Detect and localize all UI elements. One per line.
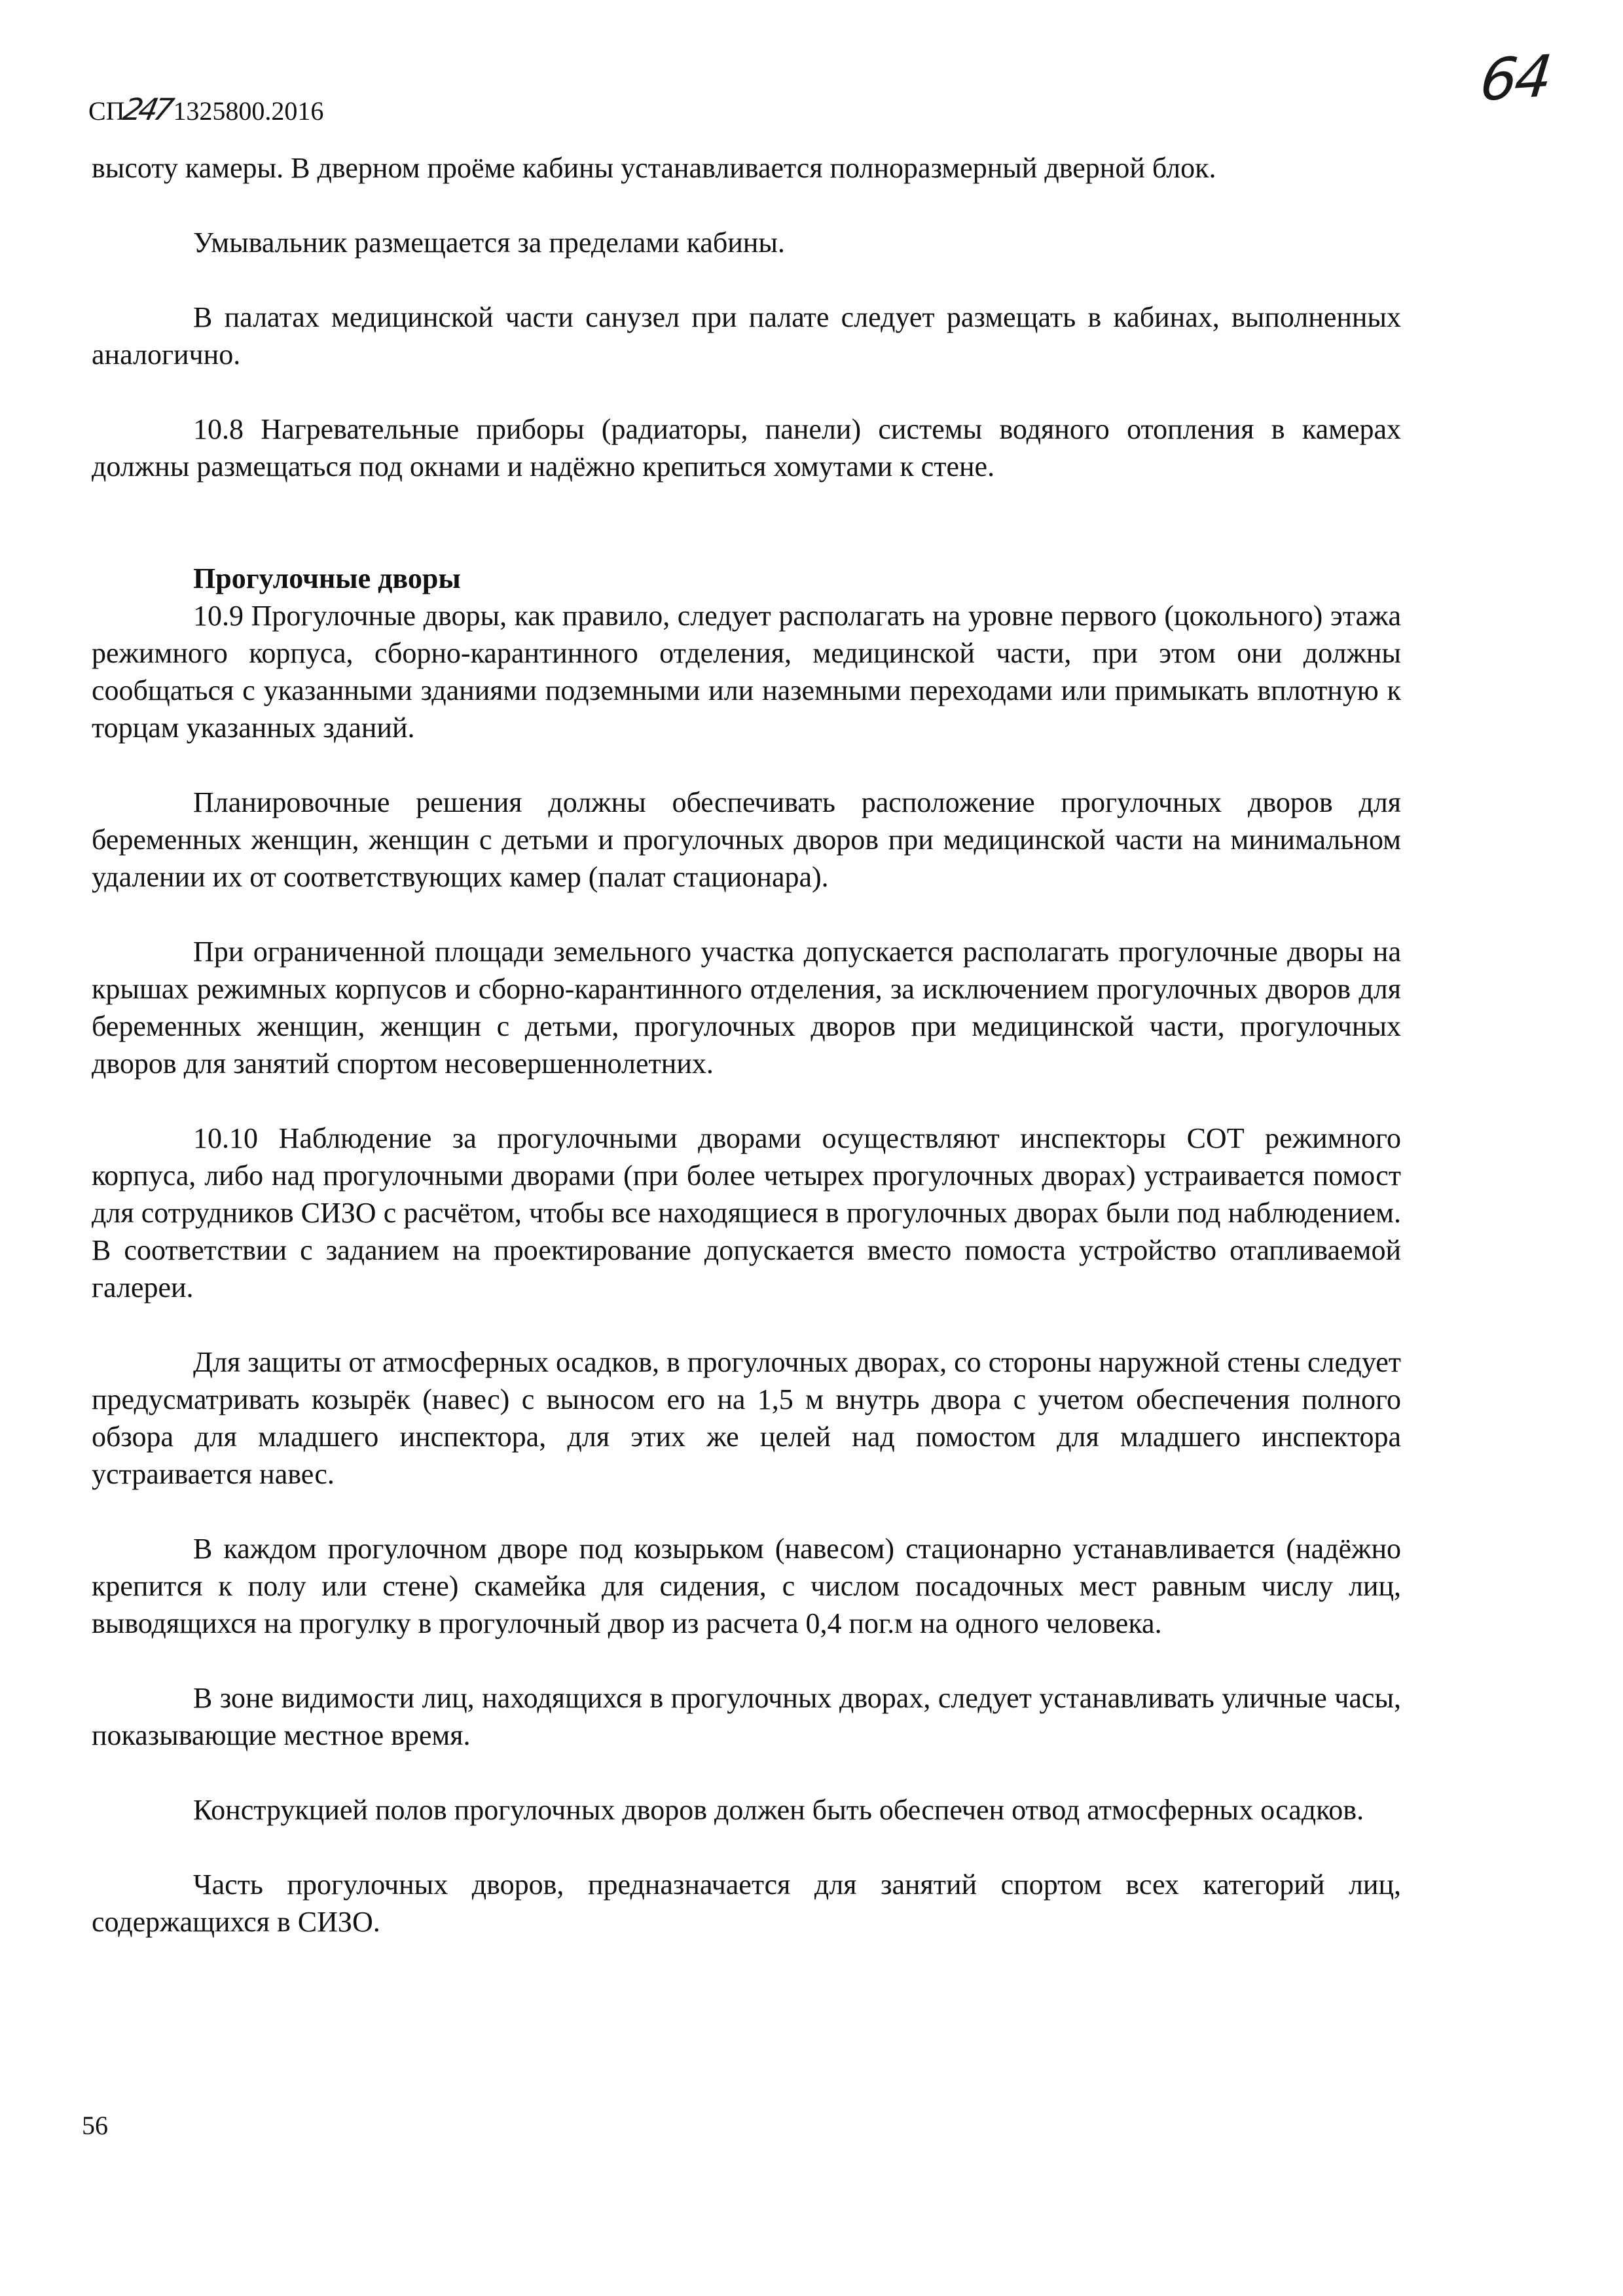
document-code-prefix: СП: [88, 96, 125, 126]
paragraph-ward-sanitary: В палатах медицинской части санузел при палате следует размещать в кабинах, выполненных аналогично.: [92, 301, 1401, 371]
paragraph-canopy: Для защиты от атмосферных осадков, в прогулочных дворах, со стороны наружной стены следует предусматривать козырёк (навес) с выносом его на 1,5 м внутрь двора с учетом обеспечения полного обзора для младшего инспектора, для этих же целей над помостом для младшего инспектора устраивается навес.: [92, 1346, 1401, 1490]
paragraph-floor-drainage: Конструкцией полов прогулочных дворов должен быть обеспечен отвод атмосферных осадков.: [193, 1794, 1364, 1826]
page-number: 56: [82, 2111, 108, 2140]
paragraph-continuation: высоту камеры. В дверном проёме кабины устанавливается полноразмерный дверной блок.: [92, 152, 1216, 184]
paragraph-bench: В каждом прогулочном дворе под козырьком (навесом) стационарно устанавливается (надёжно крепится к полу или стене) скамейка для сидения, с числом посадочных мест равным числу лиц, выводящихся на прогулку в прогулочный двор из расчета 0,4 пог.м на одного человека.: [92, 1533, 1401, 1639]
paragraph-sports-yards: Часть прогулочных дворов, предназначается для занятий спортом всех категорий лиц, содержащихся в СИЗО.: [92, 1868, 1401, 1938]
section-heading: Прогулочные дворы: [193, 562, 461, 594]
paragraph-10-8: 10.8 Нагревательные приборы (радиаторы, панели) системы водяного отопления в камерах должны размещаться под окнами и надёжно крепиться хомутами к стене.: [92, 413, 1401, 483]
paragraph-clock: В зоне видимости лиц, находящихся в прогулочных дворах, следует устанавливать уличные часы, показывающие местное время.: [92, 1682, 1401, 1751]
paragraph-planning: Планировочные решения должны обеспечивать расположение прогулочных дворов для беременных женщин, женщин с детьми и прогулочных дворов при медицинской части на минимальном удалении их от соответствующих камер (палат стационара).: [92, 786, 1401, 893]
document-code: [88, 93, 323, 128]
document-body: [92, 149, 1401, 1941]
handwritten-code-number: 247: [119, 92, 173, 127]
paragraph-limited-area: При ограниченной площади земельного участка допускается располагать прогулочные дворы на крышах режимных корпусов и сборно-карантинного отделения, за исключением прогулочных дворов для беременных женщин, женщин с детьми, прогулочных дворов при медицинской части, прогулочных дворов для занятий спортом несовершеннолетних.: [92, 936, 1401, 1080]
spacer: [92, 522, 1401, 560]
handwritten-page-mark: 64: [1477, 42, 1554, 115]
paragraph-washbasin: Умывальник размещается за пределами кабины.: [193, 227, 785, 259]
paragraph-10-9: 10.9 Прогулочные дворы, как правило, следует располагать на уровне первого (цокольного) этажа режимного корпуса, сборно-карантинного отделения, медицинской части, при этом они должны сообщаться с указанными зданиями подземными или наземными переходами или примыкать вплотную к торцам указанных зданий.: [92, 600, 1401, 744]
document-code-suffix: 1325800.2016: [173, 96, 324, 126]
paragraph-10-10: 10.10 Наблюдение за прогулочными дворами осуществляют инспекторы СОТ режимного корпуса, либо над прогулочными дворами (при более четырех прогулочных дворах) устраивается помост для сотрудников СИЗО с расчётом, чтобы все находящиеся в прогулочных дворах были под наблюдением. В соответствии с заданием на проектирование допускается вместо помоста устройство отапливаемой галереи.: [92, 1122, 1401, 1303]
